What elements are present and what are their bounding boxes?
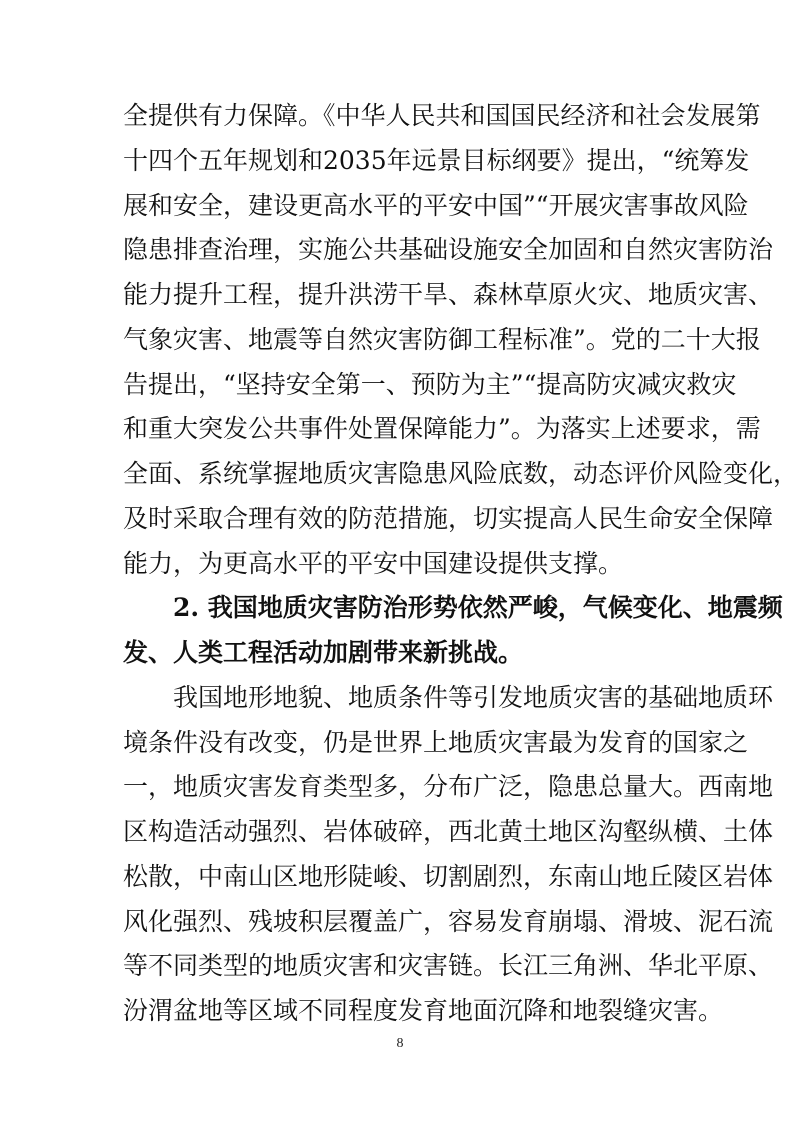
- paragraph-line: 松散，中南山区地形陡峻、切割剧烈，东南山地丘陵区岩体: [123, 862, 774, 891]
- paragraph-line: 隐患排查治理，实施公共基础设施安全加固和自然灾害防治: [123, 235, 774, 264]
- heading-line: 2. 我国地质灾害防治形势依然严峻，气候变化、地震频: [173, 593, 783, 622]
- paragraph-line: 全提供有力保障。《中华人民共和国国民经济和社会发展第: [123, 101, 761, 130]
- paragraph-line: 等不同类型的地质灾害和灾害链。长江三角洲、华北平原、: [123, 951, 774, 980]
- paragraph-line: 气象灾害、地震等自然灾害防御工程标准”。党的二十大报: [123, 325, 761, 354]
- paragraph-line: 汾渭盆地等区域不同程度发育地面沉降和地裂缝灾害。: [123, 996, 724, 1025]
- paragraph-line: 和重大突发公共事件处置保障能力”。为落实上述要求，需: [123, 414, 761, 443]
- paragraph-line: 告提出，“坚持安全第一、预防为主”“提高防灾减灾救灾: [123, 370, 737, 399]
- heading-line: 发、人类工程活动加剧带来新挑战。: [123, 638, 524, 667]
- paragraph-line: 区构造活动强烈、岩体破碎，西北黄土地区沟壑纵横、土体: [123, 817, 774, 846]
- paragraph-line: 十四个五年规划和2035年远景目标纲要》提出，“统筹发: [123, 146, 750, 175]
- paragraph-line: 风化强烈、残坡积层覆盖广，容易发育崩塌、滑坡、泥石流: [123, 907, 774, 936]
- paragraph-line: 展和安全，建设更高水平的平安中国”“开展灾害事故风险: [123, 191, 749, 220]
- page-number: 8: [396, 1036, 404, 1051]
- paragraph-line: 一，地质灾害发育类型多，分布广泛，隐患总量大。西南地: [123, 772, 774, 801]
- paragraph-line: 能力提升工程，提升洪涝干旱、森林草原火灾、地质灾害、: [123, 280, 774, 309]
- paragraph-line: 全面、系统掌握地质灾害隐患风险底数，动态评价风险变化，: [123, 459, 799, 488]
- paragraph-line: 能力，为更高水平的平安中国建设提供支撑。: [123, 549, 624, 578]
- paragraph-line: 及时采取合理有效的防范措施，切实提高人民生命安全保障: [123, 504, 774, 533]
- paragraph-line: 境条件没有改变，仍是世界上地质灾害最为发育的国家之: [123, 728, 749, 757]
- paragraph-line: 我国地形地貌、地质条件等引发地质灾害的基础地质环: [173, 683, 774, 712]
